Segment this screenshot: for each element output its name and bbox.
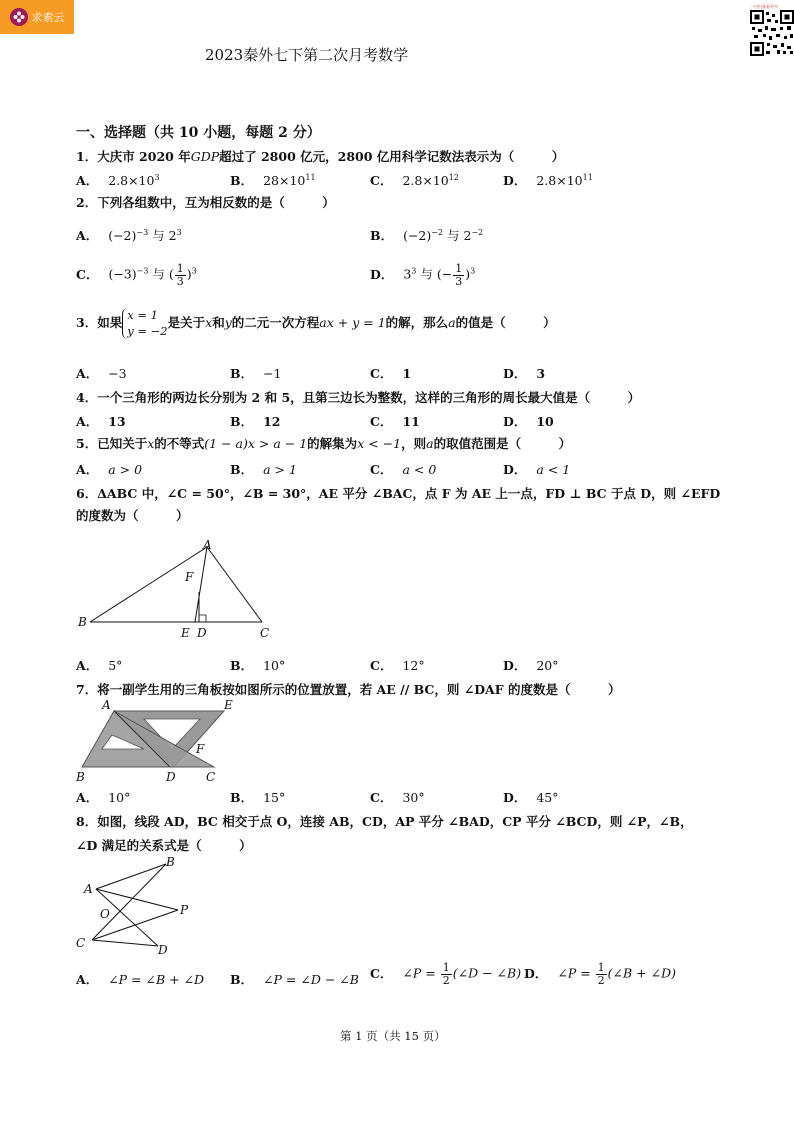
fraction-denominator: 3 — [176, 274, 184, 288]
option-text: 与 2 — [148, 228, 177, 243]
fraction — [441, 962, 452, 986]
option-text: 2.8×10 — [402, 173, 449, 188]
question-2-stem — [76, 193, 335, 211]
option-text: 12° — [402, 658, 425, 673]
label-c: C — [260, 626, 270, 640]
option-label: B． — [230, 790, 254, 805]
label-a: A — [102, 698, 111, 712]
q6-option-c[interactable] — [370, 656, 425, 674]
option-label: D． — [370, 266, 394, 282]
label-d: D — [197, 626, 207, 640]
stem-var: y — [224, 315, 232, 331]
option-text: 20° — [536, 658, 559, 673]
stem-var: x — [147, 436, 155, 451]
stem-text: 是关于 — [167, 315, 206, 331]
option-text: ∠P = — [557, 965, 595, 981]
option-label: A． — [76, 462, 99, 477]
stem-var: x — [205, 315, 213, 331]
stem-text: 下列各组数中，互为相反数的是（ ） — [97, 195, 335, 210]
q7-set-square-figure — [74, 697, 244, 787]
label-f: F — [196, 742, 205, 756]
q3-option-d[interactable] — [503, 364, 545, 382]
question-3-stem — [76, 308, 556, 339]
option-label: D． — [503, 414, 527, 429]
fraction-numerator: 1 — [597, 961, 605, 974]
question-7-stem — [76, 680, 620, 698]
label-c: C — [206, 770, 216, 784]
qr-code[interactable] — [750, 4, 794, 56]
q2-option-c[interactable] — [76, 263, 197, 287]
segment-ac — [207, 547, 262, 622]
option-exp: −2 — [471, 227, 484, 237]
option-label: C． — [370, 790, 393, 805]
question-6-stem-line1 — [76, 484, 720, 502]
fraction-numerator: 1 — [455, 262, 463, 275]
option-label: C． — [370, 658, 393, 673]
segment-ae — [195, 547, 207, 622]
option-label: B． — [230, 972, 254, 987]
q7-option-a[interactable] — [76, 788, 130, 806]
q4-option-a[interactable] — [76, 412, 126, 430]
stem-text: 的取值范围是（ ） — [433, 436, 572, 451]
q1-option-c[interactable] — [370, 171, 459, 189]
q3-option-b[interactable] — [230, 364, 282, 382]
option-label: B． — [370, 228, 394, 243]
question-number: 1． — [76, 149, 98, 164]
option-text: 10 — [536, 414, 554, 429]
option-text: 11 — [402, 414, 420, 429]
question-8-stem-line1 — [76, 812, 693, 830]
option-label: A． — [76, 228, 99, 243]
page-footer: 第 1 页（共 15 页） — [340, 1029, 446, 1043]
label-e: E — [224, 698, 233, 712]
q6-option-a[interactable] — [76, 656, 122, 674]
fraction-numerator: 1 — [176, 262, 184, 275]
stem-equation: ax + y = 1 — [319, 315, 386, 331]
fraction-denominator: 2 — [597, 973, 605, 987]
option-label: A． — [76, 790, 99, 805]
option-text: 2.8×10 — [108, 173, 155, 188]
segment-ab — [96, 864, 166, 889]
brand-logo-icon — [10, 8, 28, 26]
question-1-stem — [76, 147, 564, 165]
stem-text: 的二元一次方程 — [231, 315, 320, 331]
option-text: 45° — [536, 790, 559, 805]
label-b: B — [166, 855, 175, 869]
option-text: a > 0 — [108, 462, 143, 477]
q5-option-d[interactable] — [503, 460, 570, 478]
option-label: A． — [76, 366, 99, 381]
q1-option-b[interactable] — [230, 171, 316, 189]
option-text: ) — [465, 266, 471, 282]
q1-option-d[interactable] — [503, 171, 593, 189]
option-label: C． — [370, 414, 393, 429]
stem-text: 如图，线段 AD，BC 相交于点 O，连接 AB，CD，AP 平分 ∠BAD，CP 平分 ∠BCD，则 ∠P，∠B， — [97, 814, 693, 829]
option-text: −1 — [263, 366, 282, 381]
q2-option-b[interactable] — [370, 226, 483, 244]
q5-option-a[interactable] — [76, 460, 142, 478]
stem-text: 将一副学生用的三角板按如图所示的位置放置，若 AE // BC，则 ∠DAF 的度数是（ ） — [97, 682, 621, 697]
question-number: 5． — [76, 436, 98, 451]
segment-ab — [90, 547, 207, 622]
q6-option-d[interactable] — [503, 656, 559, 674]
label-f: F — [185, 570, 194, 584]
q3-option-a[interactable] — [76, 364, 127, 382]
option-label: B． — [230, 414, 254, 429]
q6-triangle-figure — [74, 534, 284, 644]
q7-option-b[interactable] — [230, 788, 285, 806]
option-text: 1 — [402, 366, 412, 381]
option-text: 12 — [263, 414, 281, 429]
q3-option-c[interactable] — [370, 364, 411, 382]
stem-text: 一个三角形的两边长分别为 2 和 5，且第三边长为整数，这样的三角形的周长最大值是（ ） — [97, 390, 641, 405]
segment-bc — [92, 864, 166, 940]
question-number: 3． — [76, 315, 98, 331]
question-number: 2． — [76, 195, 98, 210]
stem-inequality: (1 − a)x > a − 1 — [204, 436, 308, 451]
option-text: a < 1 — [536, 462, 571, 477]
stem-text: 大庆市 2020 年 — [97, 149, 191, 164]
option-text: 2.8×10 — [536, 173, 583, 188]
q6-option-b[interactable] — [230, 656, 285, 674]
fraction — [453, 263, 464, 287]
option-label: B． — [230, 658, 254, 673]
label-a: A — [203, 538, 212, 552]
option-text: 15° — [263, 790, 286, 805]
option-exp: −3 — [136, 266, 149, 276]
option-text: 10° — [263, 658, 286, 673]
option-label: C． — [370, 462, 393, 477]
option-label: D． — [503, 462, 527, 477]
fraction-numerator: 1 — [442, 961, 450, 974]
option-exp: 3 — [191, 266, 197, 276]
option-text: (∠D − ∠B) — [452, 965, 522, 981]
stem-text: ，则 — [401, 436, 427, 451]
fraction — [596, 962, 607, 986]
option-text: 28×10 — [263, 173, 306, 188]
option-text: ∠P = — [402, 965, 440, 981]
option-text: 与 2 — [443, 228, 472, 243]
option-text: ∠P = ∠D − ∠B — [263, 972, 359, 987]
equation-line: y = −2 — [127, 323, 168, 338]
option-label: D． — [524, 965, 548, 981]
stem-text: 如果 — [97, 315, 123, 331]
stem-var: a — [426, 436, 434, 451]
q8-option-d[interactable] — [524, 962, 676, 986]
label-b: B — [76, 770, 85, 784]
label-b: B — [78, 615, 87, 629]
stem-text: 的解集为 — [307, 436, 358, 451]
label-d: D — [158, 943, 168, 956]
option-text: (∠B + ∠D) — [607, 965, 676, 981]
q5-option-b[interactable] — [230, 460, 297, 478]
option-text: 3 — [536, 366, 546, 381]
q8-option-b[interactable] — [230, 970, 359, 988]
question-4-stem — [76, 388, 640, 406]
question-number: 8． — [76, 814, 98, 829]
option-exp: 3 — [411, 266, 417, 276]
option-exp: −3 — [136, 227, 149, 237]
q8-crossing-segments-figure — [74, 852, 204, 956]
option-label: D． — [503, 173, 527, 188]
option-label: A． — [76, 173, 99, 188]
label-e: E — [181, 626, 190, 640]
option-text: a > 1 — [263, 462, 297, 477]
stem-text: 的不等式 — [154, 436, 205, 451]
question-number: 6． — [76, 486, 98, 501]
option-text: 5° — [108, 658, 123, 673]
option-label: C． — [370, 965, 393, 981]
stem-text: ΔABC 中，∠C = 50°，∠B = 30°，AE 平分 ∠BAC，点 F 为 AE 上一点，FD ⊥ BC 于点 D，则 ∠EFD — [97, 486, 721, 501]
fraction — [175, 263, 186, 287]
option-text: −3 — [108, 366, 127, 381]
stem-var: GDP — [190, 149, 220, 164]
option-text: 30° — [402, 790, 425, 805]
question-6-stem-line2: 的度数为（ ） — [76, 508, 189, 523]
q7-option-c[interactable] — [370, 788, 425, 806]
option-label: B． — [230, 462, 254, 477]
stem-text: 已知关于 — [97, 436, 148, 451]
option-label: D． — [503, 366, 527, 381]
q5-option-c[interactable] — [370, 460, 436, 478]
right-angle-mark — [199, 615, 206, 622]
option-label: C． — [370, 366, 393, 381]
q8-option-c[interactable] — [370, 962, 521, 986]
question-5-stem — [76, 434, 571, 452]
question-number: 4． — [76, 390, 98, 405]
question-number: 7． — [76, 682, 98, 697]
qr-caption: 一扫扫查看更多 — [750, 4, 778, 9]
option-text: 与 ( — [148, 266, 174, 282]
option-label: A． — [76, 414, 99, 429]
option-text: (−2) — [108, 228, 137, 243]
label-o: O — [100, 907, 110, 921]
option-text: ) — [186, 266, 192, 282]
stem-solution: x < −1 — [357, 436, 402, 451]
option-label: A． — [76, 658, 99, 673]
section-heading: 一、选择题（共 10 小题，每题 2 分） — [76, 125, 321, 141]
option-text: 与 (− — [416, 266, 453, 282]
option-text: (−2) — [403, 228, 432, 243]
segment-cd — [92, 940, 158, 946]
fraction-denominator: 2 — [442, 973, 450, 987]
stem-var: a — [448, 315, 456, 331]
option-exp: 11 — [305, 172, 316, 182]
page-title: 2023秦外七下第二次月考数学 — [205, 46, 409, 64]
q2-option-a[interactable] — [76, 226, 182, 244]
option-label: C． — [76, 266, 99, 282]
stem-text: 的解，那么 — [385, 315, 449, 331]
label-p: P — [180, 903, 189, 917]
option-text: (−3) — [108, 266, 137, 282]
q4-option-b[interactable] — [230, 412, 280, 430]
option-label: C． — [370, 173, 393, 188]
equation-line: x = 1 — [127, 308, 158, 322]
q1-option-a[interactable] — [76, 171, 160, 189]
option-exp: 12 — [448, 172, 459, 182]
stem-text: 超过了 2800 亿元，2800 亿用科学记数法表示为（ ） — [219, 149, 565, 164]
brand-logo-text: 求索云 — [31, 11, 65, 24]
option-text: 3 — [403, 266, 412, 282]
stem-text: 的值是（ ） — [455, 315, 556, 331]
option-exp: −2 — [431, 227, 444, 237]
brand-logo — [0, 0, 74, 34]
label-c: C — [76, 936, 86, 950]
question-8-stem-line2: ∠D 满足的关系式是（ ） — [76, 838, 252, 853]
q8-option-a[interactable] — [76, 970, 204, 988]
option-label: B． — [230, 173, 254, 188]
option-exp: 11 — [582, 172, 593, 182]
option-label: B． — [230, 366, 254, 381]
label-d: D — [166, 770, 176, 784]
fraction-denominator: 3 — [455, 274, 463, 288]
option-text: 13 — [108, 414, 126, 429]
q7-option-d[interactable] — [503, 788, 559, 806]
option-text: 10° — [108, 790, 131, 805]
stem-text: 和 — [212, 315, 225, 331]
label-a: A — [84, 882, 93, 896]
q4-option-c[interactable] — [370, 412, 420, 430]
option-label: D． — [503, 658, 527, 673]
q2-option-d[interactable] — [370, 263, 475, 287]
equation-system — [122, 308, 167, 339]
option-exp: 3 — [176, 227, 182, 237]
option-text: ∠P = ∠B + ∠D — [108, 972, 205, 987]
option-exp: 3 — [470, 266, 476, 276]
option-label: A． — [76, 972, 99, 987]
q4-option-d[interactable] — [503, 412, 554, 430]
option-exp: 3 — [154, 172, 160, 182]
option-label: D． — [503, 790, 527, 805]
option-text: a < 0 — [402, 462, 437, 477]
